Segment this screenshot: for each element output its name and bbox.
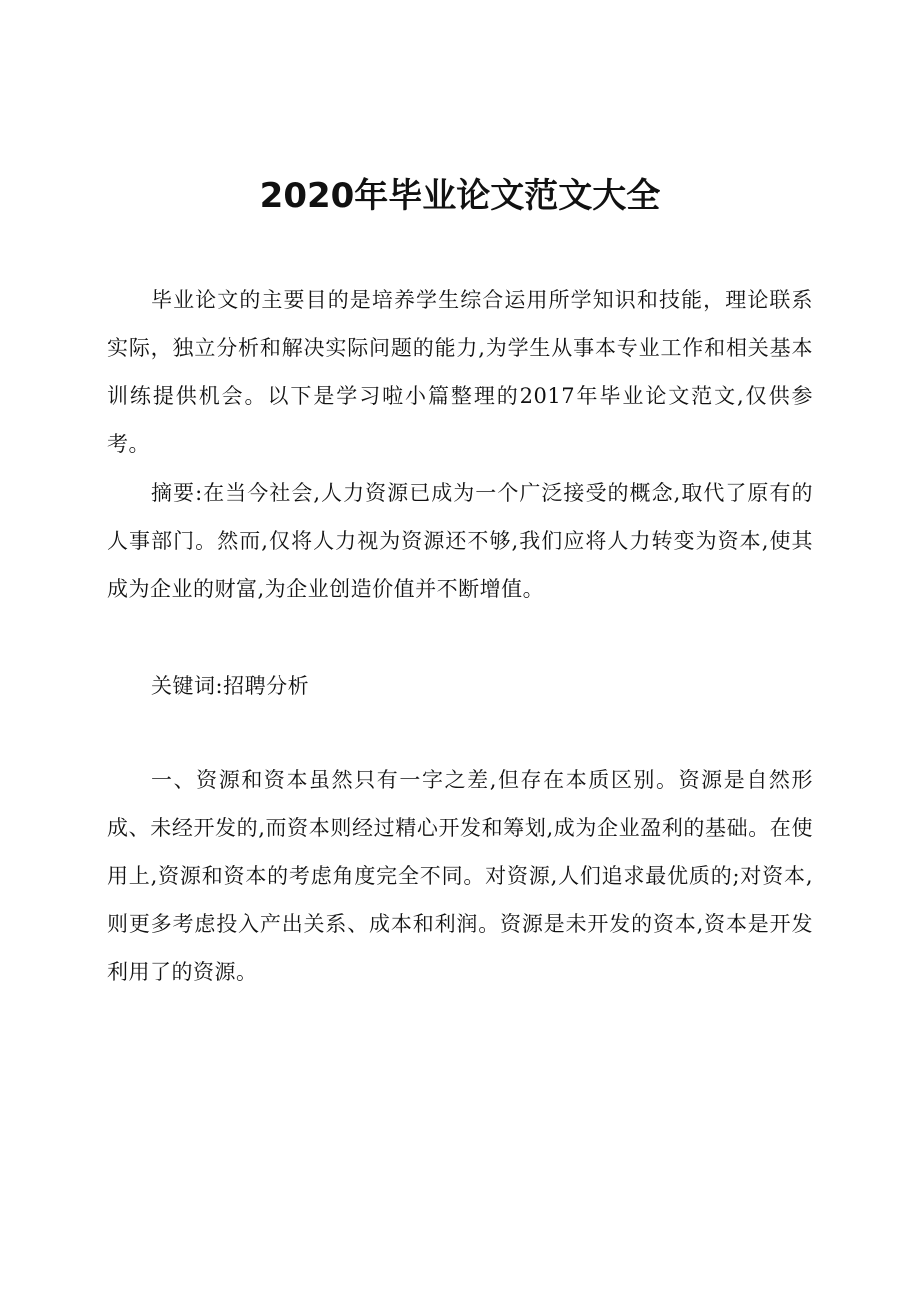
section-one-paragraph: 一、资源和资本虽然只有一字之差,但存在本质区别。资源是自然形成、未经开发的,而资本则经过精心开发和筹划,成为企业盈利的基础。在使用上,资源和资本的考虑角度完全不同。对资源,人们追求最优质的;对资本,则更多考虑投入产出关系、成本和利润。资源是未开发的资本,资本是开发利用了的资源。	[107, 768, 813, 984]
document-title: 2020年毕业论文范文大全	[259, 176, 661, 216]
intro-paragraph: 毕业论文的主要目的是培养学生综合运用所学知识和技能，理论联系实际，独立分析和解决实际问题的能力,为学生从事本专业工作和相关基本训练提供机会。以下是学习啦小篇整理的2017年毕业论文范文,仅供参考。	[107, 288, 813, 456]
keywords-paragraph: 关键词:招聘分析	[151, 674, 310, 698]
abstract-paragraph: 摘要:在当今社会,人力资源已成为一个广泛接受的概念,取代了原有的人事部门。然而,仅将人力视为资源还不够,我们应将人力转变为资本,使其成为企业的财富,为企业创造价值并不断增值。	[107, 481, 813, 601]
